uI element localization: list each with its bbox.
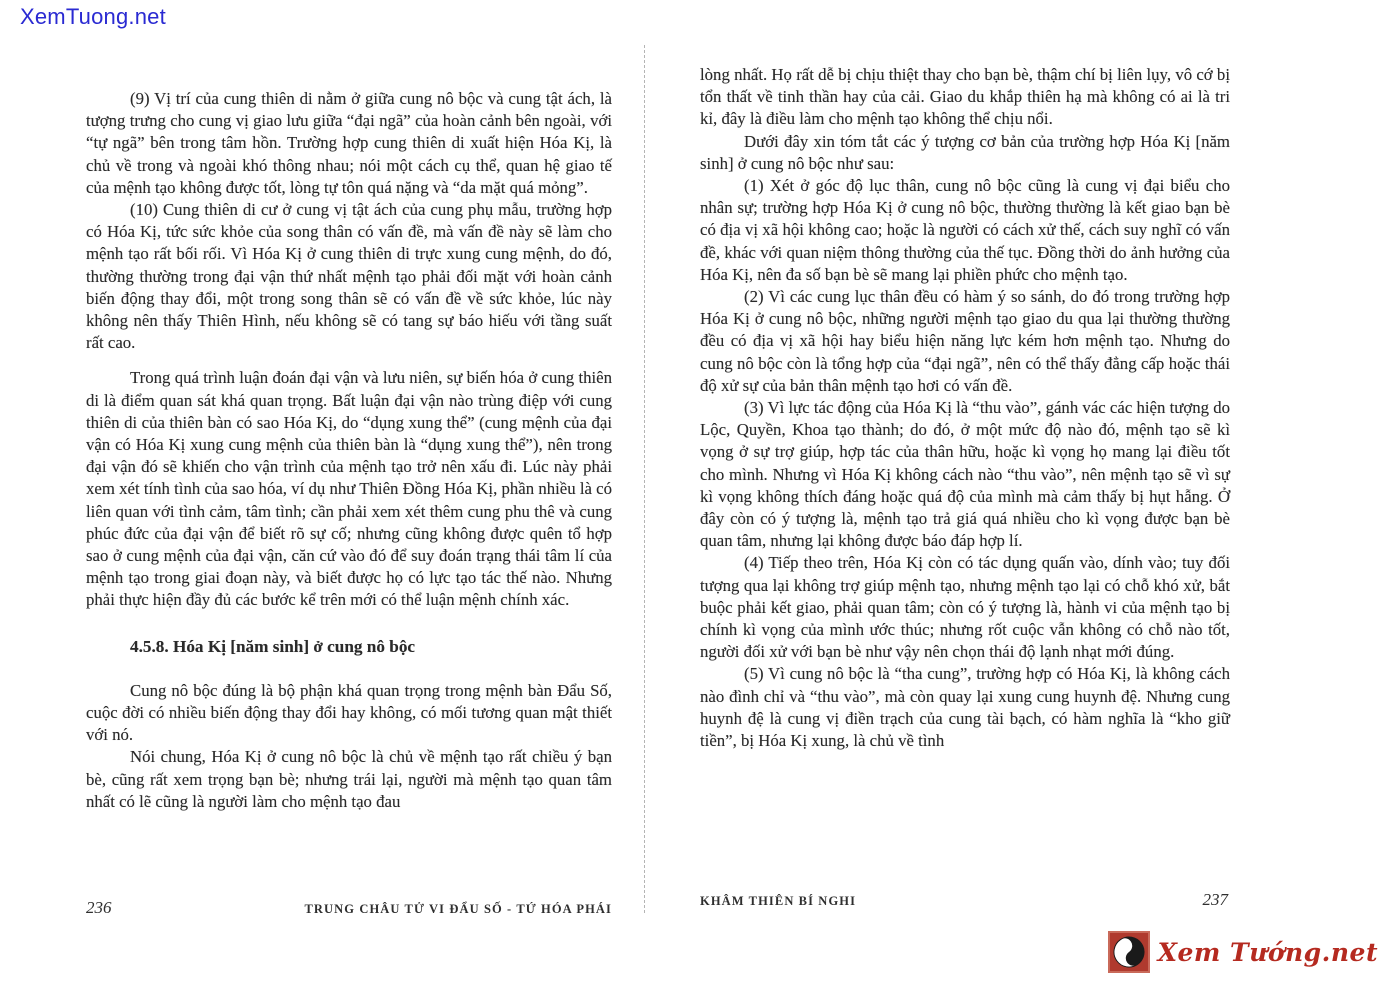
paragraph: (1) Xét ở góc độ lục thân, cung nô bộc cũng là cung vị đại biểu cho nhân sự; trường hợp Hóa Kị ở cung nô bộc, thường thường là kết giao bạn bè có địa vị xã hội không cao; hoặc là người có cách xử thế, cách suy nghĩ có vấn đề, khác với quan niệm thông thường của thế tục. Đồng thời do ảnh hưởng của Hóa Kị, nên đa số bạn bè sẽ mang lại phiền phức cho mệnh tạo.	[700, 176, 1230, 284]
right-page-footer	[700, 890, 1228, 910]
paragraph: (4) Tiếp theo trên, Hóa Kị còn có tác dụng quấn vào, dính vào; tuy đối tượng qua lại không trợ giúp mệnh tạo, nhưng mệnh tạo lại có chỗ khó xử, bắt buộc phải kết giao, phải quan tâm; còn có ý tượng là, hành vi của mệnh tạo bị chính kì vọng của mình ước thúc; nhưng rốt cuộc vẫn không có chỗ nào tốt, người đối xử với bạn bè như vậy nên chọn thái độ lạnh nhạt mới đúng.	[700, 553, 1230, 662]
paragraph: lòng nhất. Họ rất dễ bị chịu thiệt thay cho bạn bè, thậm chí bị liên lụy, vô cớ bị tổn thất về tinh thần hay của cải. Giao du khắp thiên hạ mà không có ai là tri kỉ, đây là điều làm cho mệnh tạo không thể chịu nổi.	[700, 65, 1230, 129]
paragraph: Nói chung, Hóa Kị ở cung nô bộc là chủ về mệnh tạo rất chiều ý bạn bè, cũng rất xem trọng bạn bè; nhưng trái lại, người mà mệnh tạo quan tâm nhất có lẽ cũng là người làm cho mệnh tạo đau	[86, 747, 612, 811]
paragraph: (10) Cung thiên di cư ở cung vị tật ách của cung phụ mẫu, trường hợp có Hóa Kị, tức sức khỏe của song thân có vấn đề, mà vấn đề này sẽ làm cho mệnh tạo rất bối rối. Vì Hóa Kị ở cung thiên di trực xung cung mệnh, do đó, thường thường trong đại vận thứ nhất mệnh tạo phải đối mặt với hoàn cảnh biến động thay đổi, một trong song thân sẽ có vấn đề về sức khỏe, lúc này không nên thấy Thiên Hình, nếu không sẽ có tang sự báo hiếu với tầng suất rất cao.	[86, 200, 612, 353]
paragraph: (3) Vì lực tác động của Hóa Kị là “thu vào”, gánh vác các hiện tượng do Lộc, Quyền, Khoa tạo thành; do đó, ở một mức độ nào đó, mệnh tạo sẽ kì vọng ở sự trợ giúp, hợp tác của thân hữu, hoặc kì vọng họ mang lại điều tốt cho mình. Nhưng vì Hóa Kị không cách nào “thu vào”, nên mệnh tạo sẽ vì sự kì vọng không thích đáng hoặc quá độ của mình mà cảm thấy bị hụt hẫng. Ở đây còn có ý tượng là, mệnh tạo trả giá quá nhiều cho kì vọng được bạn bè quan tâm, nhưng lại không được báo đáp hợp lí.	[700, 398, 1230, 551]
site-logo	[1108, 931, 1378, 973]
site-logo-text: Xem Tướng.net	[1157, 937, 1378, 967]
paragraph: (2) Vì các cung lục thân đều có hàm ý so sánh, do đó trong trường hợp Hóa Kị ở cung nô bộc, những người mệnh tạo giao du qua lại thường thường đều có địa vị xã hội hay biểu hiện năng lực kém hơn mệnh tạo. Nhưng do cung nô bộc còn là tổng hợp của “đại ngã”, nên có thể thấy đẳng cấp hoặc thái độ xử sự của bản thân mệnh tạo hơi có vấn đề.	[700, 287, 1230, 395]
right-running-title: KHÂM THIÊN BÍ NGHI	[700, 894, 857, 908]
right-page-text	[700, 64, 1230, 752]
paragraph: Cung nô bộc đúng là bộ phận khá quan trọng trong mệnh bàn Đẩu Số, cuộc đời có nhiều biến động thay đổi hay không, có mối tương quan mật thiết với nó.	[86, 680, 612, 745]
paragraph: (5) Vì cung nô bộc là “tha cung”, trường hợp có Hóa Kị, là không cách nào đình chỉ và “thu vào”, mà còn quay lại xung cung huynh đệ. Nhưng cung huynh đệ là cung vị điền trạch của cung tài bạch, có hàm nghĩa là “kho giữ tiền”, bị Hóa Kị xung, là chủ về tình	[700, 664, 1230, 751]
page-gutter-divider	[644, 45, 645, 913]
paragraph: (9) Vị trí của cung thiên di nằm ở giữa cung nô bộc và cung tật ách, là tượng trưng cho cung vị giao lưu giữa “đại ngã” của hoàn cảnh bên ngoài, với “tự ngã” bên trong tâm hồn. Trường hợp cung thiên di xuất hiện Hóa Kị, là chủ về trong và ngoài khó thông nhau; nói một cách cụ thể, quan hệ giao tế của mệnh tạo không được tốt, lòng tự tôn quá nặng và “da mặt quá mỏng”.	[86, 89, 612, 197]
left-page-footer	[86, 898, 612, 918]
left-running-title: TRUNG CHÂU TỬ VI ĐẨU SỐ - TỨ HÓA PHÁI	[304, 902, 612, 916]
site-watermark: XemTuong.net	[20, 4, 166, 29]
section-heading: 4.5.8. Hóa Kị [năm sinh] ở cung nô bộc	[130, 636, 416, 656]
yin-yang-icon	[1108, 931, 1150, 973]
paragraph: Dưới đây xin tóm tắt các ý tượng cơ bản của trường hợp Hóa Kị [năm sinh] ở cung nô bộc như sau:	[700, 131, 1230, 173]
left-page-number: 236	[86, 898, 112, 917]
right-page-number: 237	[1202, 890, 1228, 909]
left-page-text	[86, 88, 612, 813]
paragraph: Trong quá trình luận đoán đại vận và lưu niên, sự biến hóa ở cung thiên di là điểm quan sát khá quan trọng. Bất luận đại vận nào trùng điệp với cung thiên di của thiên bàn có sao Hóa Kị, do “dụng xung thể” (cung mệnh của đại vận có Hóa Kị xung cung mệnh của thiên bàn là “dụng xung thể”), nên trong đại vận đó sẽ khiến cho vận trình của mệnh tạo trở nên xấu đi. Lúc này phải xem xét tính tình của sao hóa, ví dụ như Thiên Đồng Hóa Kị, phần nhiều là có liên quan với tình cảm, tâm tình; cần phải xem xét thêm cung phu thê và cung phúc đức của đại vận để biết rõ sự cố; nhưng cũng không được quên tổ hợp sao ở cung mệnh của đại vận, căn cứ vào đó để suy đoán trạng thái tâm lí của mệnh tạo trong giai đoạn này, và biết được họ có lực tạo tác thế nào. Nhưng phải thực hiện đầy đủ các bước kể trên mới có thể luận mệnh chính xác.	[86, 368, 612, 610]
